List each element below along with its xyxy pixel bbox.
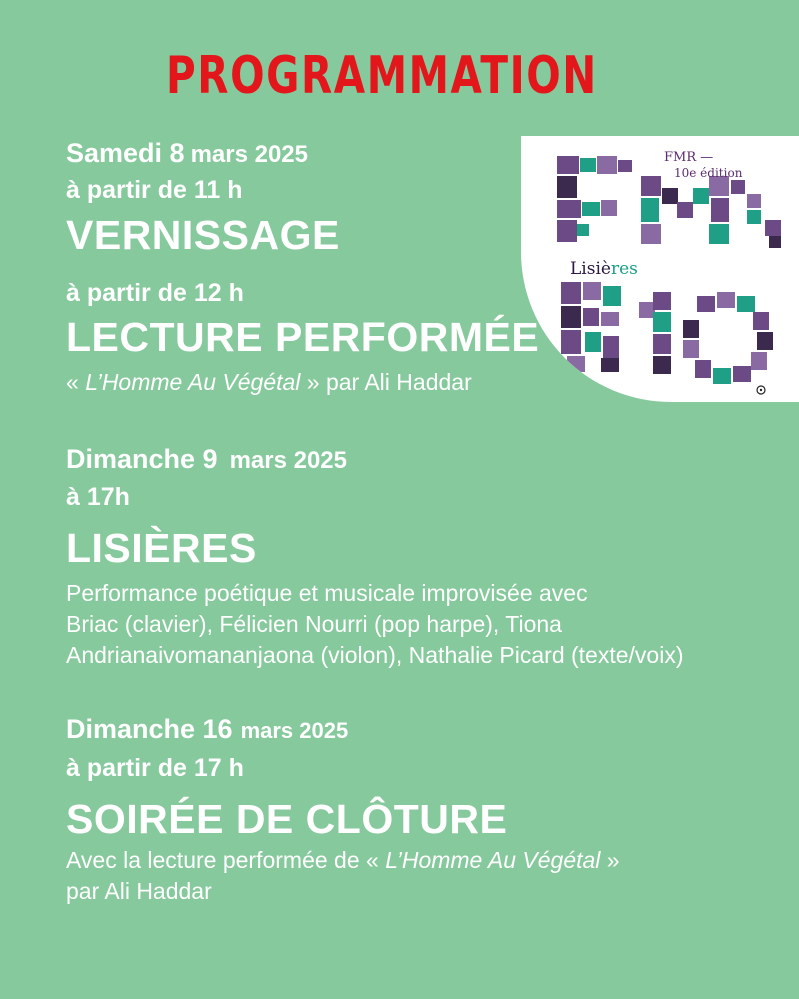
poster-artwork: [521, 136, 799, 402]
event-title: LECTURE PERFORMÉE: [66, 314, 540, 360]
poster-theme: [567, 259, 641, 279]
poster-org: FMR —: [664, 150, 714, 165]
bird-logo-icon: [757, 386, 765, 394]
quote-open: «: [66, 369, 86, 395]
event-date: [66, 140, 308, 167]
description-tail: » par Ali Haddar: [300, 369, 472, 395]
poster-theme-start: Lisiè: [570, 259, 611, 279]
description-line: par Ali Haddar: [66, 878, 212, 904]
page-title: PROGRAMMATION: [166, 46, 598, 106]
work-title: L’Homme Au Végétal: [385, 847, 601, 873]
event-date: [66, 446, 347, 473]
event-month: mars 2025: [190, 141, 308, 168]
event-title: VERNISSAGE: [66, 212, 340, 258]
poster-edition: 10e édition: [674, 166, 743, 180]
event-time: à partir de 17 h: [66, 754, 244, 782]
description-line: [66, 845, 620, 876]
festival-poster: [521, 136, 799, 402]
event-month: mars 2025: [240, 718, 349, 743]
event-month: mars 2025: [229, 447, 347, 474]
event-day: Dimanche 16: [66, 714, 233, 744]
event-day: Samedi 8: [66, 138, 185, 168]
event-description: [66, 845, 620, 907]
event-date: [66, 716, 348, 743]
event-time: à 17h: [66, 483, 130, 511]
description-lead: Avec la lecture performée de «: [66, 847, 386, 873]
event-title: SOIRÉE DE CLÔTURE: [66, 796, 508, 842]
poster-theme-end: res: [610, 259, 638, 279]
event-time: à partir de 12 h: [66, 279, 244, 307]
event-time: à partir de 11 h: [66, 176, 243, 204]
digit-zero-mosaic: [683, 292, 773, 384]
letter-r-mosaic: [561, 282, 621, 372]
description-line: Andrianaivomananjaona (violon), Nathalie Picard (texte/voix): [66, 642, 684, 668]
event-description: [66, 578, 684, 671]
event-day: Dimanche 9: [66, 444, 218, 474]
digit-one-mosaic: [639, 292, 671, 374]
letter-m-mosaic: [641, 176, 781, 248]
event-description: [66, 367, 472, 398]
work-title: L’Homme Au Végétal: [85, 369, 301, 395]
letter-f-mosaic: [557, 156, 632, 242]
description-line: Briac (clavier), Félicien Nourri (pop harpe), Tiona: [66, 611, 562, 637]
description-line: Performance poétique et musicale improvisée avec: [66, 580, 588, 606]
quote-close: »: [600, 847, 620, 873]
event-title: LISIÈRES: [66, 525, 257, 571]
